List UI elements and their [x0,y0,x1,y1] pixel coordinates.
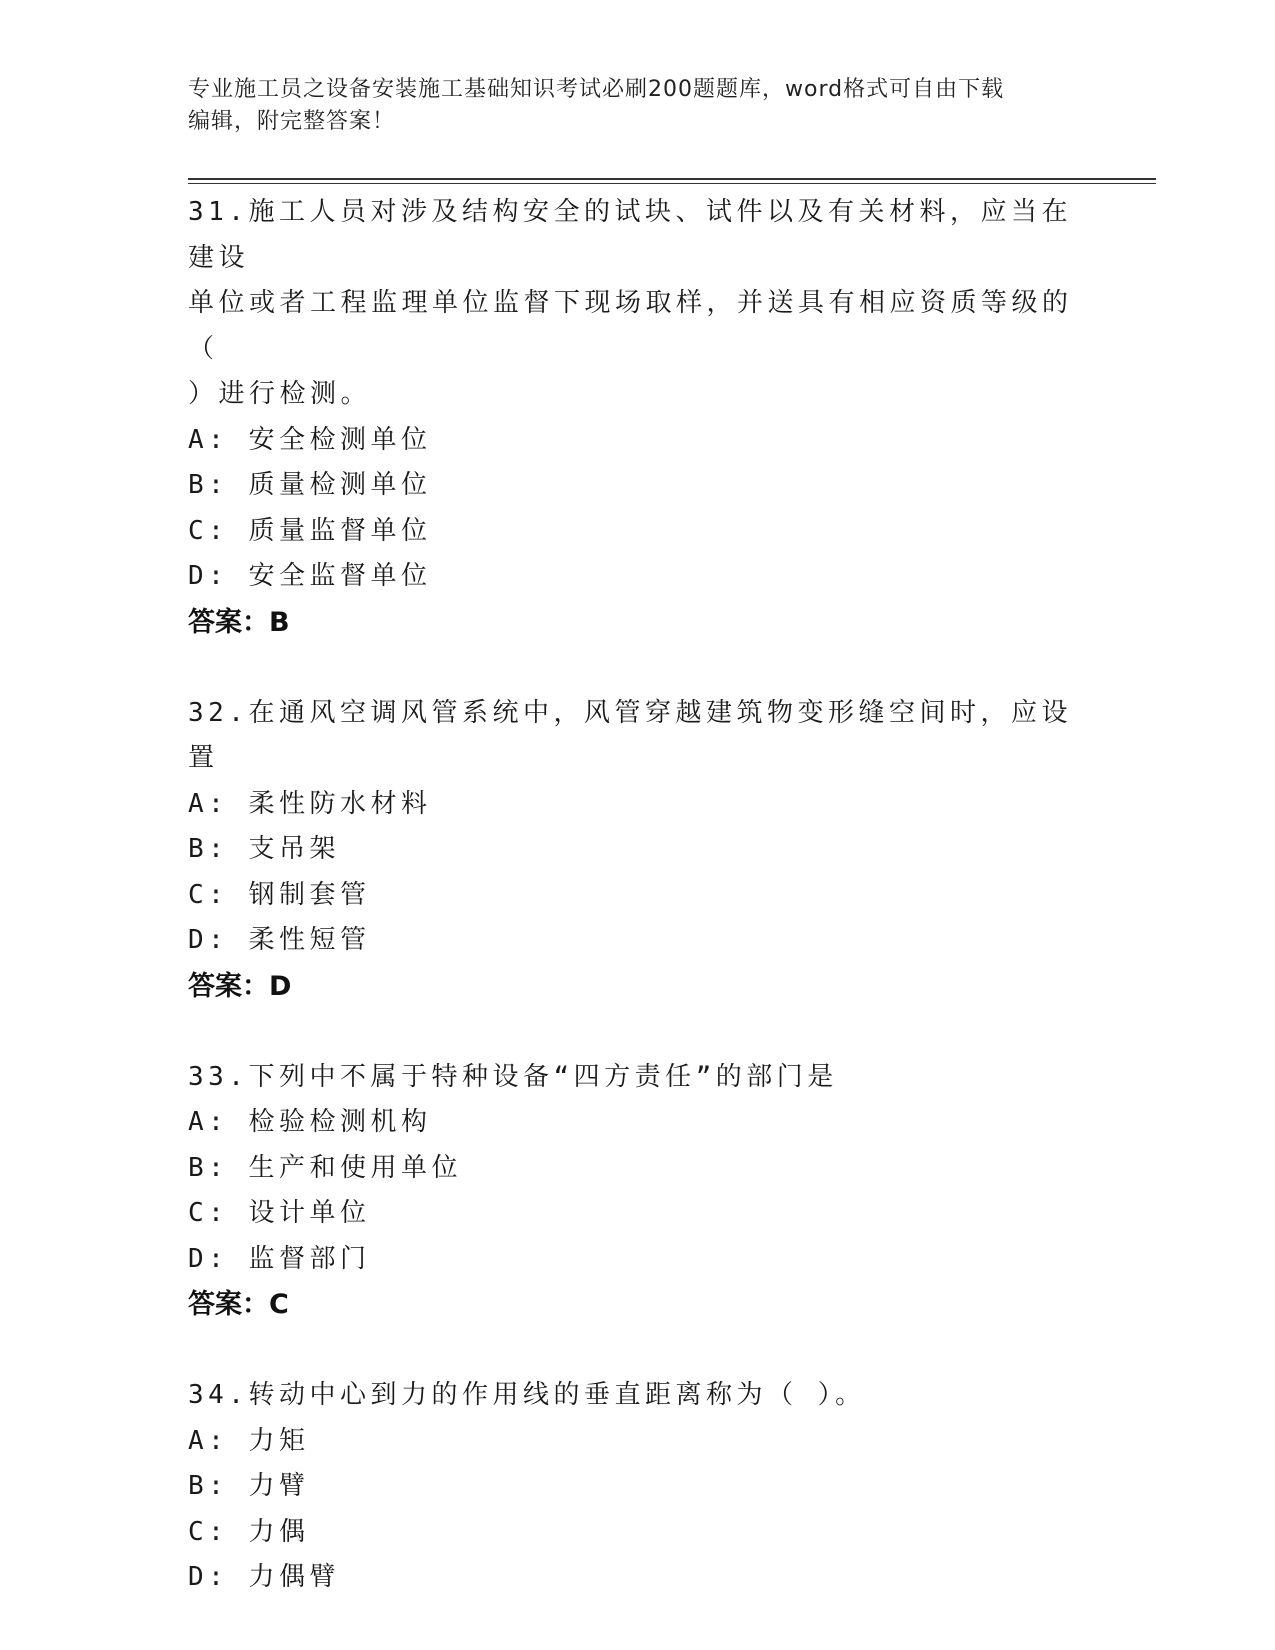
question-text-line: 32.在通风空调风管系统中，风管穿越建筑物变形缝空间时，应设置 [188,697,1072,773]
header-line-2: 编辑，附完整答案！ [188,109,396,134]
option-d: D: 监督部门 [188,1243,371,1274]
answer: 答案：B [188,606,290,638]
header-line-1: 专业施工员之设备安装施工基础知识考试必刷200题题库，word格式可自由下载 [188,77,1005,102]
header-divider-thin [188,183,1156,184]
option-b: B: 质量检测单位 [188,470,432,500]
question-31 [188,190,1088,646]
option-d: D: 柔性短管 [188,925,371,955]
option-d: D: 安全监督单位 [188,561,432,591]
header-divider-thick [188,178,1156,180]
option-a: A: 柔性防水材料 [188,788,432,819]
option-d: D: 力偶臂 [188,1562,340,1592]
option-c: C: 质量监督单位 [188,515,432,546]
question-text-line: ）进行检测。 [188,379,372,409]
option-b: B: 生产和使用单位 [188,1152,462,1183]
option-a: A: 检验检测机构 [188,1107,432,1137]
answer: 答案：D [188,970,292,1002]
option-b: B: 支吊架 [188,834,340,864]
document-header [188,74,1088,138]
option-c: C: 设计单位 [188,1198,371,1228]
question-text-line: 单位或者工程监理单位监督下现场取样，并送具有相应资质等级的（ [188,288,1073,364]
option-a: A: 力矩 [188,1425,310,1456]
question-text-line: 34.转动中心到力的作用线的垂直距离称为（ ）。 [188,1380,866,1410]
question-34 [188,1373,1088,1601]
question-33 [188,1055,1088,1329]
answer: 答案：C [188,1289,289,1320]
option-a: A: 安全检测单位 [188,424,432,455]
option-c: C: 力偶 [188,1516,310,1547]
question-text-line: 33.下列中不属于特种设备“四方责任”的部门是 [188,1061,838,1092]
option-c: C: 钢制套管 [188,879,371,910]
question-32 [188,691,1088,1010]
question-text-line: 31.施工人员对涉及结构安全的试块、试件以及有关材料，应当在建设 [188,197,1072,273]
question-list [188,190,1088,1646]
option-b: B: 力臂 [188,1471,310,1501]
